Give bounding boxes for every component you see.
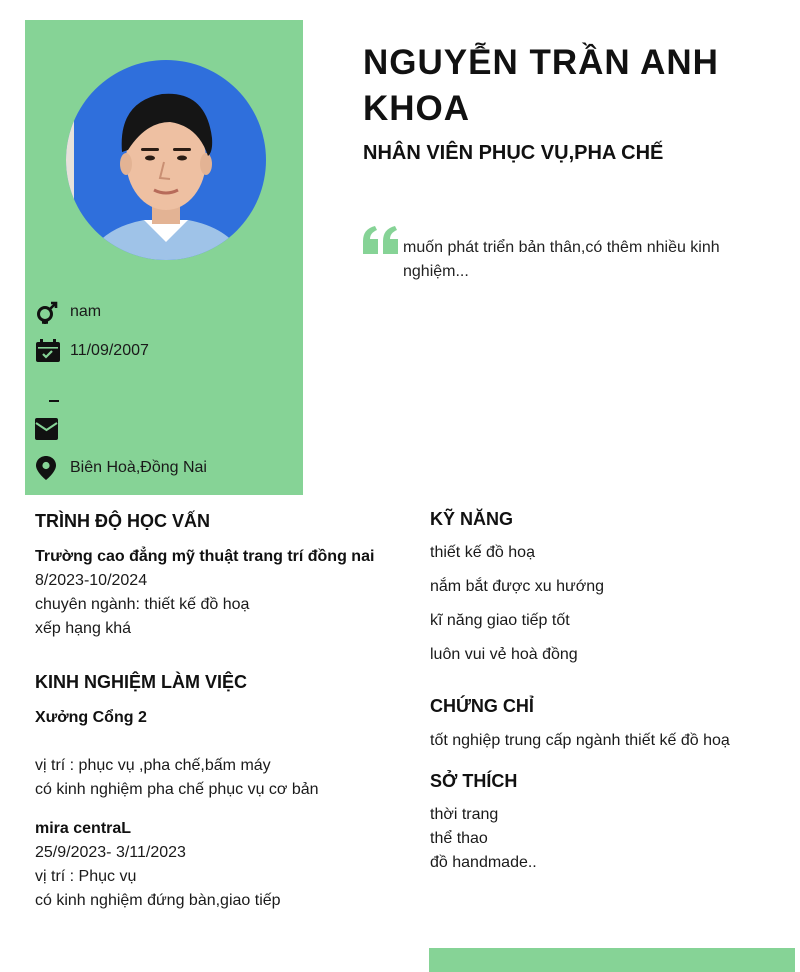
hobby-item: thời trang bbox=[430, 806, 499, 823]
address-row bbox=[35, 456, 207, 480]
skills-title: KỸ NĂNG bbox=[430, 509, 514, 529]
skill-item: luôn vui vẻ hoà đồng bbox=[430, 646, 578, 663]
hobby-item: thể thao bbox=[430, 830, 488, 847]
location-pin-icon bbox=[35, 456, 61, 480]
hobbies-title: SỞ THÍCH bbox=[430, 771, 518, 791]
avatar bbox=[66, 60, 266, 260]
gender-row bbox=[35, 300, 101, 324]
hobby-item: đồ handmade.. bbox=[430, 854, 537, 871]
job-title: NHÂN VIÊN PHỤC VỤ,PHA CHẾ bbox=[363, 142, 664, 164]
certificates-title: CHỨNG CHỈ bbox=[430, 696, 534, 716]
job-description: có kinh nghiệm đứng bàn,giao tiếp bbox=[35, 892, 281, 909]
phone-row bbox=[35, 390, 70, 404]
sidebar-panel bbox=[25, 20, 303, 495]
career-objective: muốn phát triển bản thân,có thêm nhiều kinh nghiệm... bbox=[403, 239, 720, 280]
education-major: chuyên ngành: thiết kế đồ hoạ bbox=[35, 596, 250, 613]
email-row bbox=[35, 417, 70, 441]
birthday-row bbox=[35, 339, 149, 363]
job-description: có kinh nghiệm pha chế phục vụ cơ bản bbox=[35, 781, 319, 798]
envelope-icon bbox=[35, 417, 61, 441]
candidate-name: NGUYỄN TRẦN ANH KHOA bbox=[363, 43, 719, 128]
education-period: 8/2023-10/2024 bbox=[35, 572, 148, 589]
education-title: TRÌNH ĐỘ HỌC VẤN bbox=[35, 511, 210, 531]
education-rank: xếp hạng khá bbox=[35, 620, 132, 637]
skill-item: nắm bắt được xu hướng bbox=[430, 578, 605, 595]
calendar-icon bbox=[35, 339, 61, 363]
footer-accent-bar bbox=[429, 948, 795, 972]
profile-photo bbox=[66, 60, 266, 260]
gender-text: nam bbox=[70, 303, 102, 320]
address-text: Biên Hoà,Đồng Nai bbox=[70, 459, 207, 476]
education-school: Trường cao đẳng mỹ thuật trang trí đồng nai bbox=[35, 548, 375, 565]
skill-item: thiết kế đồ hoạ bbox=[430, 544, 535, 561]
quote-icon bbox=[363, 226, 399, 254]
job-position: vị trí : phục vụ ,pha chế,bấm máy bbox=[35, 757, 271, 774]
job-company: mira centraL bbox=[35, 820, 132, 837]
experience-title: KINH NGHIỆM LÀM VIỆC bbox=[35, 672, 248, 692]
birthday-text: 11/09/2007 bbox=[70, 342, 149, 359]
job-period: 25/9/2023- 3/11/2023 bbox=[35, 844, 186, 861]
job-position: vị trí : Phục vụ bbox=[35, 868, 137, 885]
phone-icon bbox=[35, 385, 61, 409]
gender-icon bbox=[35, 300, 61, 324]
certificate-item: tốt nghiệp trung cấp ngành thiết kế đồ hoạ bbox=[430, 732, 730, 749]
job-company: Xưởng Cổng 2 bbox=[35, 709, 147, 726]
skill-item: kĩ năng giao tiếp tốt bbox=[430, 612, 570, 629]
